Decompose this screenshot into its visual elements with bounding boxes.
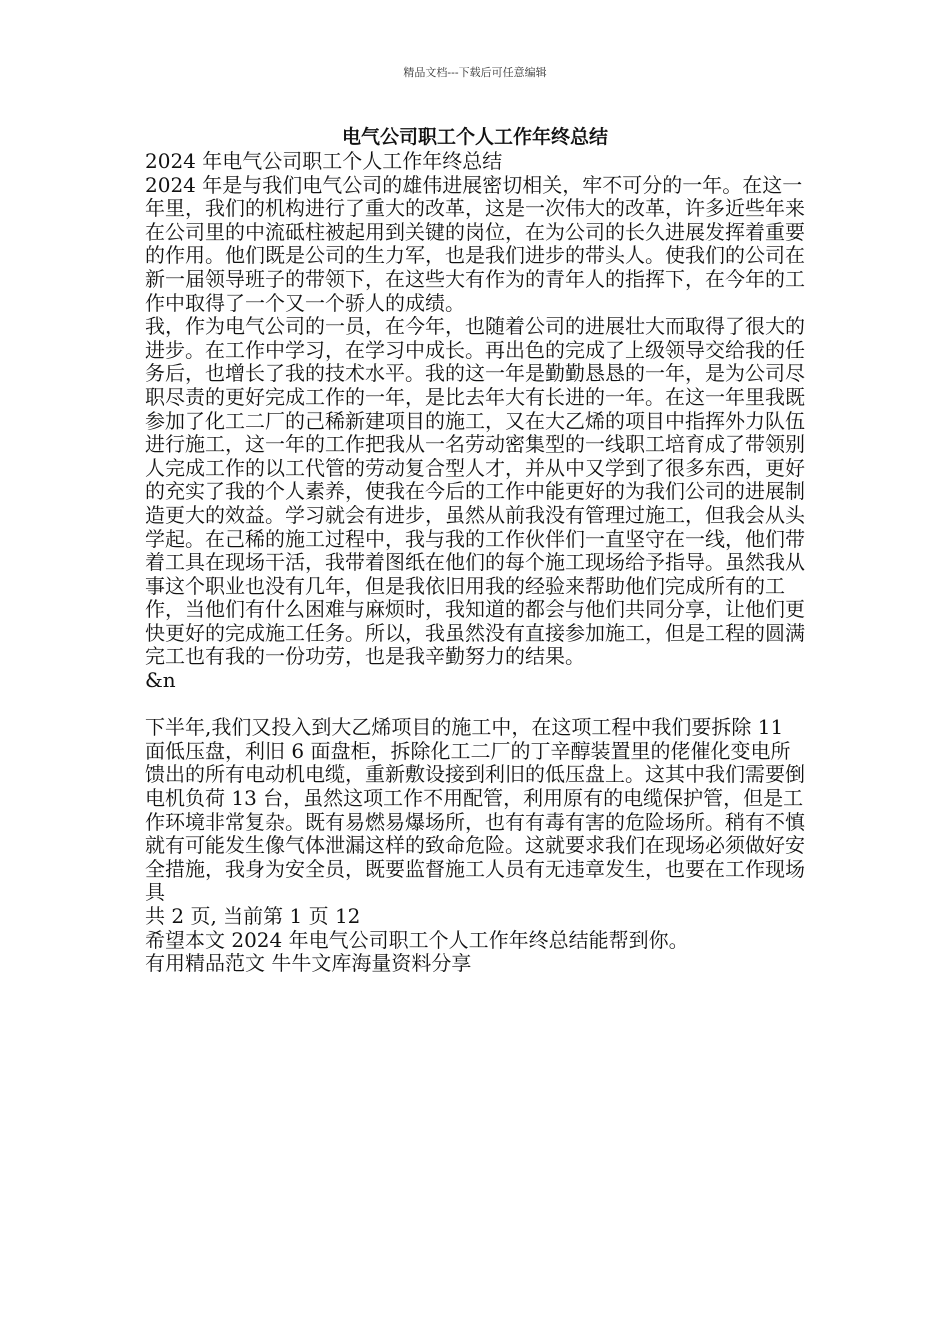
document-body — [145, 150, 805, 976]
document-title: 电气公司职工个人工作年终总结 — [341, 126, 608, 148]
page-header-watermark: 精品文档---下载后可任意编辑 — [403, 66, 547, 79]
paragraph-4: 下半年,我们又投入到大乙烯项目的施工中，在这项工程中我们要拆除 11 面低压盘，利旧 6 面盘柜，拆除化工二厂的丁辛醇装置里的佬催化变电所馈出的所有电动机电缆，重新敷设接到利旧的低压盘上。这其中我们需要倒电机负荷 13 台，虽然这项工作不用配管，利用原有的电缆保护管，但是工作环境非常复杂。既有易燃易爆场所，也有有毒有害的危险场所。稍有不慎就有可能发生像气体泄漏这样的致命危险。这就要求我们在现场必须做好安全措施，我身为安全员，既要监督施工人员有无违章发生，也要在工作现场具 — [145, 715, 805, 905]
paragraph-2: 我，作为电气公司的一员，在今年，也随着公司的进展壮大而取得了很大的进步。在工作中学习，在学习中成长。再出色的完成了上级领导交给我的任务后，也增长了我的技术水平。我的这一年是勤勤恳恳的一年，是为公司尽职尽责的更好完成工作的一年，是比去年大有长进的一年。在这一年里我既参加了化工二厂的己稀新建项目的施工，又在大乙烯的项目中指挥外力队伍进行施工，这一年的工作把我从一名劳动密集型的一线职工培育成了带领别人完成工作的以工代管的劳动复合型人才，并从中又学到了很多东西，更好的充实了我的个人素养，使我在今后的工作中能更好的为我们公司的进展制造更大的效益。学习就会有进步，虽然从前我没有管理过施工，但我会从头学起。在己稀的施工过程中，我与我的工作伙伴们一直坚守在一线，他们带着工具在现场干活，我带着图纸在他们的每个施工现场给予指导。虽然我从事这个职业也没有几年，但是我依旧用我的经验来帮助他们完成所有的工作，当他们有什么困难与麻烦时，我知道的都会与他们共同分享，让他们更快更好的完成施工任务。所以，我虽然没有直接参加施工，但是工程的圆满完工也有我的一份功劳，也是我辛勤努力的结果。 — [145, 314, 805, 669]
paragraph-3: &n — [145, 668, 176, 693]
closing-text: 希望本文 2024 年电气公司职工个人工作年终总结能帮到你。 — [145, 927, 689, 952]
document-subtitle: 2024 年电气公司职工个人工作年终总结 — [145, 149, 503, 173]
blank-line — [145, 693, 805, 717]
footer-note: 有用精品范文 牛牛文库海量资料分享 — [145, 951, 472, 976]
paragraph-1: 2024 年是与我们电气公司的雄伟进展密切相关，牢不可分的一年。在这一年里，我们的机构进行了重大的改革，这是一次伟大的改革，许多近些年来在公司里的中流砥柱被起用到关键的岗位，在为公司的长久进展发挥着重要的作用。他们既是公司的生力军，也是我们进步的带头人。使我们的公司在新一届领导班子的带领下，在这些大有作为的青年人的指挥下，在今年的工作中取得了一个又一个骄人的成绩。 — [145, 172, 805, 315]
page-info: 共 2 页, 当前第 1 页 12 — [145, 904, 361, 928]
